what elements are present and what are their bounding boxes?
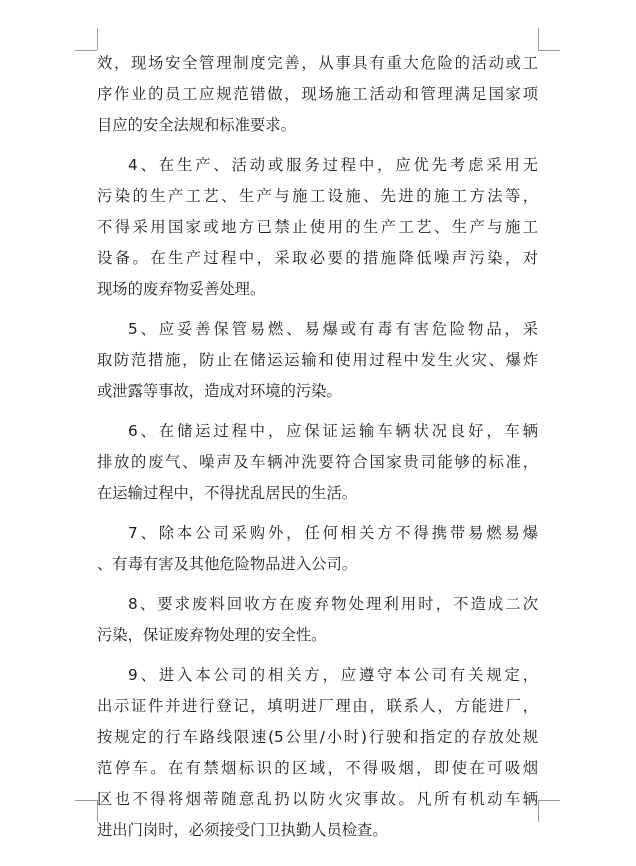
text-line: 范停车。在有禁烟标识的区域，不得吸烟，即使在可吸烟 xyxy=(97,759,538,777)
paragraph-item-9 xyxy=(97,660,538,846)
text-line: 污染，保证废弃物处理的安全性。 xyxy=(97,626,327,644)
text-line: 目应的安全法规和标准要求。 xyxy=(97,116,296,134)
text-line: 不得采用国家或地方已禁止使用的生产工艺、生产与施工 xyxy=(97,218,538,236)
text-line: 在运输过程中，不得扰乱居民的生活。 xyxy=(97,484,358,502)
text-line: 效，现场安全管理制度完善，从事具有重大危险的活动或工 xyxy=(97,54,538,72)
text-line: 排放的废气、噪声及车辆冲洗要符合国家贵司能够的标准， xyxy=(97,453,538,471)
text-line: 取防范措施，防止在储运运输和使用过程中发生火灾、爆炸 xyxy=(97,351,538,369)
text-line: 6、在储运过程中，应保证运输车辆状况良好，车辆 xyxy=(128,422,538,440)
text-line: 5、应妥善保管易燃、易爆或有毒有害危险物品，采 xyxy=(128,320,538,338)
text-line: 或泄露等事故，造成对环境的污染。 xyxy=(97,382,342,400)
paragraph-item-8 xyxy=(97,589,538,651)
text-line: 4、在生产、活动或服务过程中，应优先考虑采用无 xyxy=(128,156,538,174)
text-line: 现场的废弃物妥善处理。 xyxy=(97,280,266,298)
text-line: 按规定的行车路线限速(5公里/小时)行驶和指定的存放处规 xyxy=(97,728,538,746)
text-line: 9、进入本公司的相关方，应遵守本公司有关规定， xyxy=(128,666,538,684)
text-line: 区也不得将烟蒂随意乱扔以防火灾事故。凡所有机动车辆 xyxy=(97,790,538,808)
text-line: 设备。在生产过程中，采取必要的措施降低噪声污染，对 xyxy=(97,249,538,267)
text-line: 7、除本公司采购外，任何相关方不得携带易燃易爆 xyxy=(128,524,538,542)
paragraph-item-4 xyxy=(97,150,538,305)
paragraph-item-7 xyxy=(97,518,538,580)
text-line: 出示证件并进行登记，填明进厂理由，联系人，方能进厂， xyxy=(97,697,538,715)
document-body xyxy=(97,48,538,846)
text-line: 序作业的员工应规范错做，现场施工活动和管理满足国家项 xyxy=(97,85,538,103)
text-line: 污染的生产工艺、生产与施工设施、先进的施工方法等， xyxy=(97,187,538,205)
paragraph-item-6 xyxy=(97,416,538,509)
paragraph-item-5 xyxy=(97,314,538,407)
text-line: 进出门岗时，必须接受门卫执勤人员检查。 xyxy=(97,821,388,839)
text-line: 、有毒有害及其他危险物品进入公司。 xyxy=(97,555,358,573)
paragraph-continuation xyxy=(97,48,538,141)
text-line: 8、要求废料回收方在废弃物处理利用时，不造成二次 xyxy=(128,595,538,613)
